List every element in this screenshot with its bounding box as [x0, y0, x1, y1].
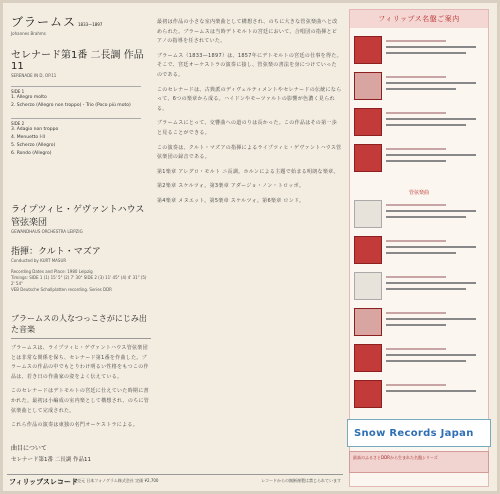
conductor-name: 指揮：クルト・マズア — [11, 247, 101, 257]
entry-line — [386, 252, 456, 254]
recording-info — [11, 269, 151, 293]
work-title-en: SERENADE IN D, OP.11 — [11, 73, 57, 78]
entry-line — [386, 240, 446, 242]
catalog-entry — [354, 108, 484, 140]
catalog-entry — [354, 236, 484, 268]
side2-movement: 3. Adagio non troppo — [11, 127, 59, 132]
side1-movement: 2. Scherzo (Allegro non troppo) - Trio (Poco più moto) — [11, 103, 131, 108]
middle-column — [157, 13, 342, 207]
composer-ja: ブラームス — [11, 15, 77, 29]
liner-notes-sheet — [3, 3, 497, 491]
album-jacket — [354, 144, 382, 172]
entry-line — [386, 76, 446, 78]
album-jacket — [354, 72, 382, 100]
entry-line — [386, 348, 446, 350]
entry-line — [386, 118, 476, 120]
entry-line — [386, 40, 446, 42]
left-column — [11, 13, 151, 463]
album-jacket — [354, 200, 382, 228]
entry-line — [386, 324, 446, 326]
entry-line — [386, 312, 446, 314]
entry-line — [386, 276, 446, 278]
album-jacket — [354, 308, 382, 336]
catalog-entry — [354, 200, 484, 232]
entry-line — [386, 124, 466, 126]
catalog-entry — [354, 144, 484, 176]
album-jacket — [354, 236, 382, 264]
catalog-sidebar — [349, 9, 489, 487]
divider — [11, 338, 151, 339]
watermark-text: Snow Records Japan — [354, 428, 474, 439]
work-title: セレナード第1番 二長調 作品11 — [11, 50, 144, 72]
album-jacket — [354, 272, 382, 300]
entry-line — [386, 318, 476, 320]
body-paragraph: 第4楽章 メヌエット。第5楽章 スケルツォ。第6楽章 ロンド。 — [157, 197, 305, 204]
essay-paragraph: ブラームスは、ライプツィヒ・ゲヴァントハウス管弦楽団とは非常な関係を保ち、セレナード第1番を作曲した。ブラームスの作品の中でもとりわけ明るい性格をもつこの作品は、若き日の作曲家の姿をよく伝えている。 — [11, 345, 149, 380]
promo-box — [349, 451, 489, 473]
side1-label: SIDE 1 — [11, 86, 141, 94]
composer-years: 1833—1897 — [78, 22, 103, 27]
entry-line — [386, 246, 476, 248]
orchestra-name: ライプツィヒ・ゲヴァントハウス管弦楽団 — [11, 205, 145, 228]
copyright-note: レコードからの無断複製は禁じられています — [261, 478, 341, 483]
side2-movement: 4. Menuetto I·II — [11, 135, 45, 140]
body-paragraph: このセレナードは、古典派のディヴェルティメントやセレナードの伝統にならって、6つの楽章から成る。ハイドンやモーツァルトの影響が色濃く見られる。 — [157, 86, 342, 112]
recording-line: VEB Deutsche Schallplatten recording. Series DDR — [11, 287, 112, 292]
album-jacket — [354, 108, 382, 136]
entry-line — [386, 360, 466, 362]
recording-line: Recording Dates and Place: 1980 Leipzig — [11, 269, 93, 274]
essay-paragraph: このセレナードはデトモルトの宮廷に仕えていた時期に書かれた。最初は小編成の室内楽として構想され、のちに管弦楽曲として完成された。 — [11, 388, 150, 414]
entry-line — [386, 160, 446, 162]
catalog-entry — [354, 380, 484, 412]
entry-line — [386, 288, 466, 290]
side2-label: SIDE 2 — [11, 118, 141, 126]
conductor-en: Conducted by KURT MASUR — [11, 258, 67, 263]
entry-line — [386, 148, 446, 150]
entry-line — [386, 216, 466, 218]
recording-line: Timings: SIDE 1 (1) 15' 5" (2) 7' 30" SIDE 2 (3) 11' 45" (4) 4' 31" (5) 2' 54" — [11, 275, 147, 286]
body-paragraph: 第2楽章 スケルツォ。第3楽章 アダージョ・ノン・トロッポ。 — [157, 183, 305, 190]
orchestra-en: GEWANDHAUS ORCHESTRA LEIPZIG — [11, 229, 83, 234]
essay-paragraph: これら作品の演奏は東独の名門オーケストラによる。 — [11, 422, 139, 429]
promo-text: 最高のふるさとDDRから生まれた名盤シリーズ — [353, 455, 438, 460]
footer-bar — [7, 474, 343, 486]
entry-line — [386, 204, 446, 206]
catalog-subheader: 管弦楽曲 — [408, 190, 429, 196]
entry-line — [386, 112, 446, 114]
catalog-entry — [354, 272, 484, 304]
catalog-entry — [354, 72, 484, 104]
contents-heading: 曲目について — [11, 444, 47, 452]
body-paragraph: 最初は作品の小さな室内楽曲として構想され、のちに大きな管弦楽曲へと改められた。ブラームスは当時デトモルトの宮廷において、合唱団の指揮とピアノの指導を任されていた。 — [157, 19, 338, 45]
side2-movement: 5. Scherzo (Allegro) — [11, 143, 56, 148]
entry-line — [386, 82, 476, 84]
body-paragraph: ブラームスにとって、交響曲への道のりは長かった。この作品はその第一歩と見ることができる。 — [157, 120, 338, 136]
entry-line — [386, 384, 446, 386]
contents-item-title: セレナード第1番 二長調 作品11 — [11, 456, 91, 463]
entry-line — [386, 52, 466, 54]
entry-line — [386, 210, 476, 212]
catalog-entry — [354, 344, 484, 376]
entry-line — [386, 354, 476, 356]
side2-movement: 6. Rondo (Allegro) — [11, 151, 52, 156]
catalog-header: フィリップス名盤ご案内 — [350, 10, 488, 28]
album-jacket — [354, 36, 382, 64]
body-paragraph: 第1楽章 アレグロ・モルト ニ長調。ホルンによる主題で始まる明朗な楽章。 — [157, 168, 339, 175]
price-note: 発売元 日本フォノグラム株式会社 定価 ¥2,700 — [73, 478, 159, 483]
entry-line — [386, 46, 476, 48]
essay-title: ブラームスの人なつっこさがにじみ出た音楽 — [11, 314, 147, 334]
body-paragraph: この演奏は、クルト・マズアの指揮によるライプツィヒ・ゲヴァントハウス管弦楽団の録音である。 — [157, 144, 342, 161]
label-logo: フィリップスレコード — [9, 478, 78, 486]
entry-line — [386, 390, 476, 392]
entry-line — [386, 154, 476, 156]
composer-en: Johannes Brahms — [11, 31, 46, 36]
side1-movement: 1. Allegro molto — [11, 95, 47, 100]
album-jacket — [354, 380, 382, 408]
catalog-entry — [354, 308, 484, 340]
entry-line — [386, 88, 456, 90]
body-paragraph: ブラームス（1833—1897）は、1857年にデトモルトの宮廷の仕事を得た。そこで、宮廷オーケストラの演奏に接し、管弦楽の書法を身につけていったのである。 — [157, 52, 342, 78]
album-jacket — [354, 344, 382, 372]
contents-item — [11, 455, 151, 463]
catalog-entry — [354, 36, 484, 68]
composer-name — [11, 13, 151, 30]
watermark-banner — [347, 419, 491, 447]
entry-line — [386, 282, 476, 284]
